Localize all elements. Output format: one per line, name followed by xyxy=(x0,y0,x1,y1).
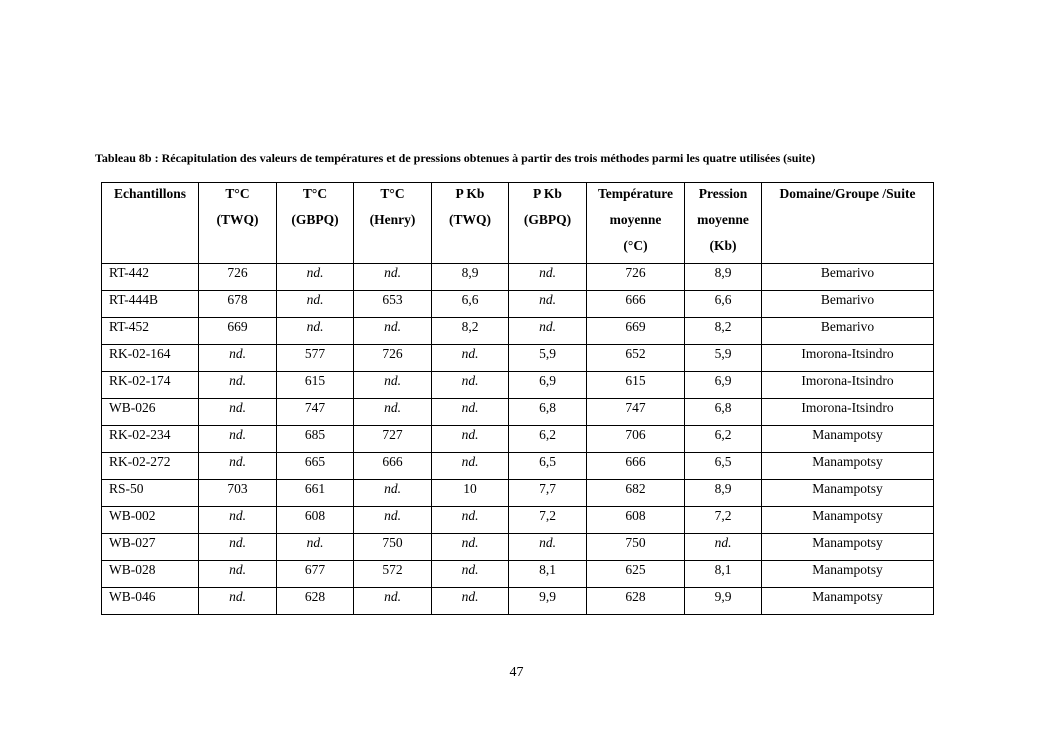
table-cell: 577 xyxy=(277,345,354,372)
sample-id-cell: WB-028 xyxy=(102,561,199,588)
table-row xyxy=(102,480,934,507)
column-header-line: Pression xyxy=(698,186,748,201)
column-header-line: (GBPQ) xyxy=(291,212,339,227)
table-cell: Manampotsy xyxy=(762,534,934,561)
table-row xyxy=(102,453,934,480)
table-cell: nd. xyxy=(199,426,277,453)
column-header xyxy=(354,183,432,264)
sample-id-cell: RK-02-174 xyxy=(102,372,199,399)
table-cell: 8,2 xyxy=(432,318,509,345)
table-row xyxy=(102,264,934,291)
table-cell: nd. xyxy=(199,399,277,426)
column-header xyxy=(762,183,934,264)
table-cell: nd. xyxy=(277,318,354,345)
table-cell: 750 xyxy=(587,534,685,561)
table-cell: 8,2 xyxy=(685,318,762,345)
table-cell: 6,9 xyxy=(685,372,762,399)
table-cell: 750 xyxy=(354,534,432,561)
sample-id-cell: WB-026 xyxy=(102,399,199,426)
table-cell: nd. xyxy=(354,372,432,399)
table-cell: Manampotsy xyxy=(762,507,934,534)
table-cell: nd. xyxy=(199,345,277,372)
table-cell: nd. xyxy=(432,426,509,453)
table-cell: nd. xyxy=(277,291,354,318)
table-cell: Manampotsy xyxy=(762,588,934,615)
table-cell: 5,9 xyxy=(509,345,587,372)
table-cell: 652 xyxy=(587,345,685,372)
column-header-line: P Kb xyxy=(455,186,485,201)
table-cell: 608 xyxy=(277,507,354,534)
table-cell: 10 xyxy=(432,480,509,507)
column-header-line: moyenne xyxy=(697,212,749,227)
table-cell: 726 xyxy=(587,264,685,291)
column-header xyxy=(102,183,199,264)
column-header xyxy=(432,183,509,264)
table-row xyxy=(102,372,934,399)
table-cell: 727 xyxy=(354,426,432,453)
column-header-line: T°C xyxy=(302,186,328,201)
sample-id-cell: RK-02-164 xyxy=(102,345,199,372)
table-cell: 666 xyxy=(587,453,685,480)
table-cell: nd. xyxy=(432,453,509,480)
table-cell: 628 xyxy=(587,588,685,615)
table-cell: 726 xyxy=(354,345,432,372)
column-header xyxy=(509,183,587,264)
table-cell: nd. xyxy=(354,588,432,615)
table-cell: Bemarivo xyxy=(762,264,934,291)
table-cell: 8,1 xyxy=(685,561,762,588)
table-cell: 678 xyxy=(199,291,277,318)
table-cell: 572 xyxy=(354,561,432,588)
column-header-line: T°C xyxy=(380,186,405,201)
table-cell: 726 xyxy=(199,264,277,291)
table-cell: 677 xyxy=(277,561,354,588)
table-cell: 8,9 xyxy=(685,264,762,291)
table-row xyxy=(102,534,934,561)
table-cell: nd. xyxy=(509,534,587,561)
table-cell: nd. xyxy=(432,588,509,615)
table-cell: Imorona-Itsindro xyxy=(762,399,934,426)
column-header-line: (Henry) xyxy=(369,212,416,227)
table-cell: 8,9 xyxy=(432,264,509,291)
sample-id-cell: WB-002 xyxy=(102,507,199,534)
table-row xyxy=(102,318,934,345)
table-cell: Imorona-Itsindro xyxy=(762,345,934,372)
table-cell: 615 xyxy=(587,372,685,399)
table-cell: nd. xyxy=(432,534,509,561)
table-header-row xyxy=(102,183,934,264)
column-header-line: (°C) xyxy=(623,238,648,253)
table-row xyxy=(102,561,934,588)
table-cell: Bemarivo xyxy=(762,318,934,345)
table-row xyxy=(102,426,934,453)
table-cell: nd. xyxy=(354,480,432,507)
table-row xyxy=(102,291,934,318)
sample-id-cell: RK-02-234 xyxy=(102,426,199,453)
column-header-line: Echantillons xyxy=(113,186,187,201)
table-cell: 5,9 xyxy=(685,345,762,372)
table-row xyxy=(102,399,934,426)
sample-id-cell: WB-046 xyxy=(102,588,199,615)
table-cell: nd. xyxy=(354,399,432,426)
table-cell: nd. xyxy=(509,264,587,291)
table-cell: 669 xyxy=(199,318,277,345)
sample-id-cell: RS-50 xyxy=(102,480,199,507)
table-cell: 682 xyxy=(587,480,685,507)
table-cell: Manampotsy xyxy=(762,480,934,507)
table-cell: nd. xyxy=(199,372,277,399)
table-cell: 6,2 xyxy=(509,426,587,453)
table-row xyxy=(102,345,934,372)
sample-id-cell: WB-027 xyxy=(102,534,199,561)
sample-id-cell: RT-442 xyxy=(102,264,199,291)
table-cell: Manampotsy xyxy=(762,453,934,480)
column-header-line: (TWQ) xyxy=(449,212,491,227)
table-cell: 625 xyxy=(587,561,685,588)
table-cell: nd. xyxy=(509,318,587,345)
table-cell: nd. xyxy=(354,264,432,291)
column-header-line: P Kb xyxy=(533,186,562,201)
table-cell: 747 xyxy=(587,399,685,426)
column-header-line: moyenne xyxy=(609,212,662,227)
column-header-line: T°C xyxy=(225,186,250,201)
table-cell: 6,8 xyxy=(509,399,587,426)
sample-id-cell: RT-452 xyxy=(102,318,199,345)
column-header-line: Domaine/Groupe /Suite xyxy=(779,186,916,201)
table-cell: 615 xyxy=(277,372,354,399)
column-header xyxy=(685,183,762,264)
table-cell: Imorona-Itsindro xyxy=(762,372,934,399)
table-cell: 747 xyxy=(277,399,354,426)
sample-id-cell: RK-02-272 xyxy=(102,453,199,480)
table-cell: nd. xyxy=(432,345,509,372)
table-cell: 9,9 xyxy=(509,588,587,615)
table-cell: nd. xyxy=(354,507,432,534)
table-cell: 666 xyxy=(354,453,432,480)
table-cell: nd. xyxy=(685,534,762,561)
table-cell: nd. xyxy=(277,264,354,291)
column-header xyxy=(199,183,277,264)
table-cell: 703 xyxy=(199,480,277,507)
table-row xyxy=(102,588,934,615)
table-cell: 608 xyxy=(587,507,685,534)
column-header-line: (Kb) xyxy=(709,238,737,253)
table-cell: nd. xyxy=(432,561,509,588)
table-cell: 6,6 xyxy=(432,291,509,318)
table-cell: 8,9 xyxy=(685,480,762,507)
table-cell: 6,5 xyxy=(509,453,587,480)
table-cell: 706 xyxy=(587,426,685,453)
table-cell: nd. xyxy=(277,534,354,561)
page-number: 47 xyxy=(509,665,524,680)
column-header-line: Température xyxy=(598,186,673,201)
table-cell: nd. xyxy=(432,507,509,534)
column-header-line: (TWQ) xyxy=(216,212,259,227)
data-table xyxy=(101,182,934,615)
table-cell: 661 xyxy=(277,480,354,507)
table-cell: Bemarivo xyxy=(762,291,934,318)
column-header xyxy=(587,183,685,264)
table-cell: 7,2 xyxy=(509,507,587,534)
table-cell: 6,8 xyxy=(685,399,762,426)
table-row xyxy=(102,507,934,534)
table-cell: 6,2 xyxy=(685,426,762,453)
table-cell: nd. xyxy=(199,507,277,534)
column-header xyxy=(277,183,354,264)
table-cell: Manampotsy xyxy=(762,561,934,588)
table-cell: nd. xyxy=(199,561,277,588)
table-cell: 665 xyxy=(277,453,354,480)
table-cell: 8,1 xyxy=(509,561,587,588)
table-cell: 685 xyxy=(277,426,354,453)
table-cell: nd. xyxy=(199,588,277,615)
table-cell: Manampotsy xyxy=(762,426,934,453)
table-cell: nd. xyxy=(432,399,509,426)
table-cell: nd. xyxy=(354,318,432,345)
table-cell: 6,9 xyxy=(509,372,587,399)
table-cell: 6,5 xyxy=(685,453,762,480)
table-cell: 669 xyxy=(587,318,685,345)
table-cell: 666 xyxy=(587,291,685,318)
table-cell: 7,2 xyxy=(685,507,762,534)
sample-id-cell: RT-444B xyxy=(102,291,199,318)
table-caption: Tableau 8b : Récapitulation des valeurs de températures et de pressions obtenues à partir des trois méthodes parmi les quatre utilisées (suite) xyxy=(95,151,816,165)
table-cell: 9,9 xyxy=(685,588,762,615)
table-cell: nd. xyxy=(199,534,277,561)
table-cell: 628 xyxy=(277,588,354,615)
table-cell: 7,7 xyxy=(509,480,587,507)
table-cell: 653 xyxy=(354,291,432,318)
table-body xyxy=(102,264,934,615)
table-cell: nd. xyxy=(199,453,277,480)
column-header-line: (GBPQ) xyxy=(523,212,572,227)
table-cell: 6,6 xyxy=(685,291,762,318)
table-cell: nd. xyxy=(509,291,587,318)
table-cell: nd. xyxy=(432,372,509,399)
